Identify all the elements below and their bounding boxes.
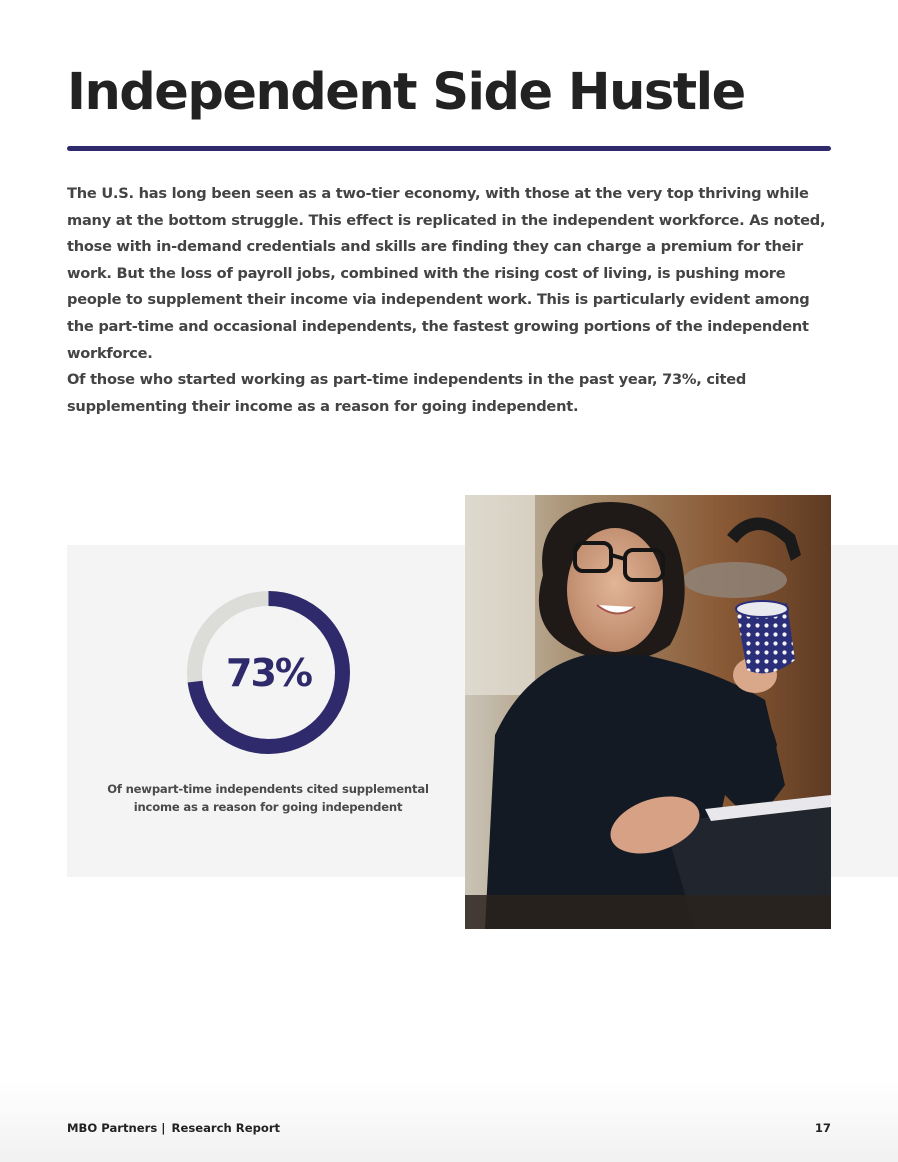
footer-brand: MBO Partners [67,1121,158,1135]
footer-separator: | [161,1121,166,1135]
page-title: Independent Side Hustle [67,63,745,122]
footer-section: Research Report [171,1121,281,1135]
page-number: 17 [814,1121,831,1135]
donut-chart [185,589,352,756]
title-underline [67,146,831,151]
face [567,528,663,652]
photo-illustration [465,495,831,929]
donut-value-label: 73% [226,650,311,695]
intro-paragraph: The U.S. has long been seen as a two-tier economy, with those at the very top thriving while many at the bottom struggle. This effect is replicated in the independent workforce. As noted, those with in-demand credentials and skills are finding they can charge a premium for their work. But the loss of payroll jobs, combined with the rising cost of living, is pushing more people to supplement their income via independent work. This is particularly evident among the part-time and occasional independents, the fastest growing portions of the independent workforce. [67,185,826,362]
stat-paragraph: Of those who started working as part-time independents in the past year, 73%, cited supplementing their income as a reason for going independent. [67,371,747,415]
stat-caption: Of newpart-time independents cited supplemental income as a reason for going independent [107,782,429,814]
lamp-shade [683,562,787,598]
table-surface [465,895,831,929]
photo-woman-with-mug-and-tablet [465,495,831,929]
mug-rim [736,601,788,617]
footer-credit [67,1121,280,1135]
window-light [465,495,535,695]
